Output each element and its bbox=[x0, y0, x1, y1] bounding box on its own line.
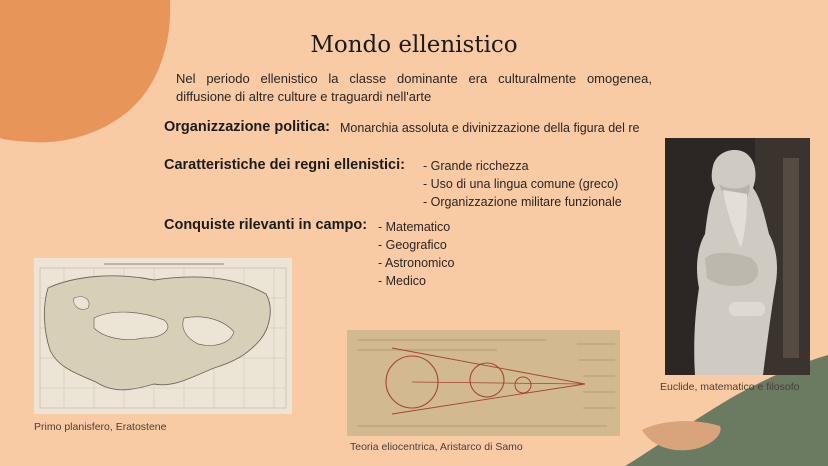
list-item: - Astronomico bbox=[378, 256, 455, 270]
aristarchus-manuscript-image bbox=[347, 330, 620, 436]
list-item: - Medico bbox=[378, 274, 426, 288]
list-item: - Organizzazione militare funzionale bbox=[423, 195, 622, 209]
political-organization-value: Monarchia assoluta e divinizzazione della figura del re bbox=[340, 121, 640, 135]
list-item: - Matematico bbox=[378, 220, 451, 234]
euclid-statue-image bbox=[665, 138, 810, 375]
kingdoms-characteristics-list bbox=[423, 157, 622, 211]
eratosthenes-map-image bbox=[34, 258, 292, 414]
statue-caption: Euclide, matematico e filosofo bbox=[660, 381, 800, 393]
manuscript-caption: Teoria eliocentrica, Aristarco di Samo bbox=[350, 441, 523, 453]
page-title: Mondo ellenistico bbox=[310, 32, 518, 58]
intro-paragraph: Nel periodo ellenistico la classe dominante era culturalmente omogenea, diffusione di altre culture e traguardi nell'arte bbox=[176, 71, 652, 104]
list-item: - Uso di una lingua comune (greco) bbox=[423, 177, 619, 191]
kingdoms-characteristics-label: Caratteristiche dei regni ellenistici: bbox=[164, 157, 405, 173]
map-caption: Primo planisfero, Eratostene bbox=[34, 421, 167, 433]
political-organization-label: Organizzazione politica: bbox=[164, 119, 330, 135]
conquests-list bbox=[378, 218, 454, 290]
orange-blob-decoration bbox=[0, 0, 175, 150]
list-item: - Grande ricchezza bbox=[423, 159, 529, 173]
list-item: - Geografico bbox=[378, 238, 447, 252]
conquests-label: Conquiste rilevanti in campo: bbox=[164, 217, 368, 233]
tan-blob-decoration bbox=[640, 418, 724, 452]
